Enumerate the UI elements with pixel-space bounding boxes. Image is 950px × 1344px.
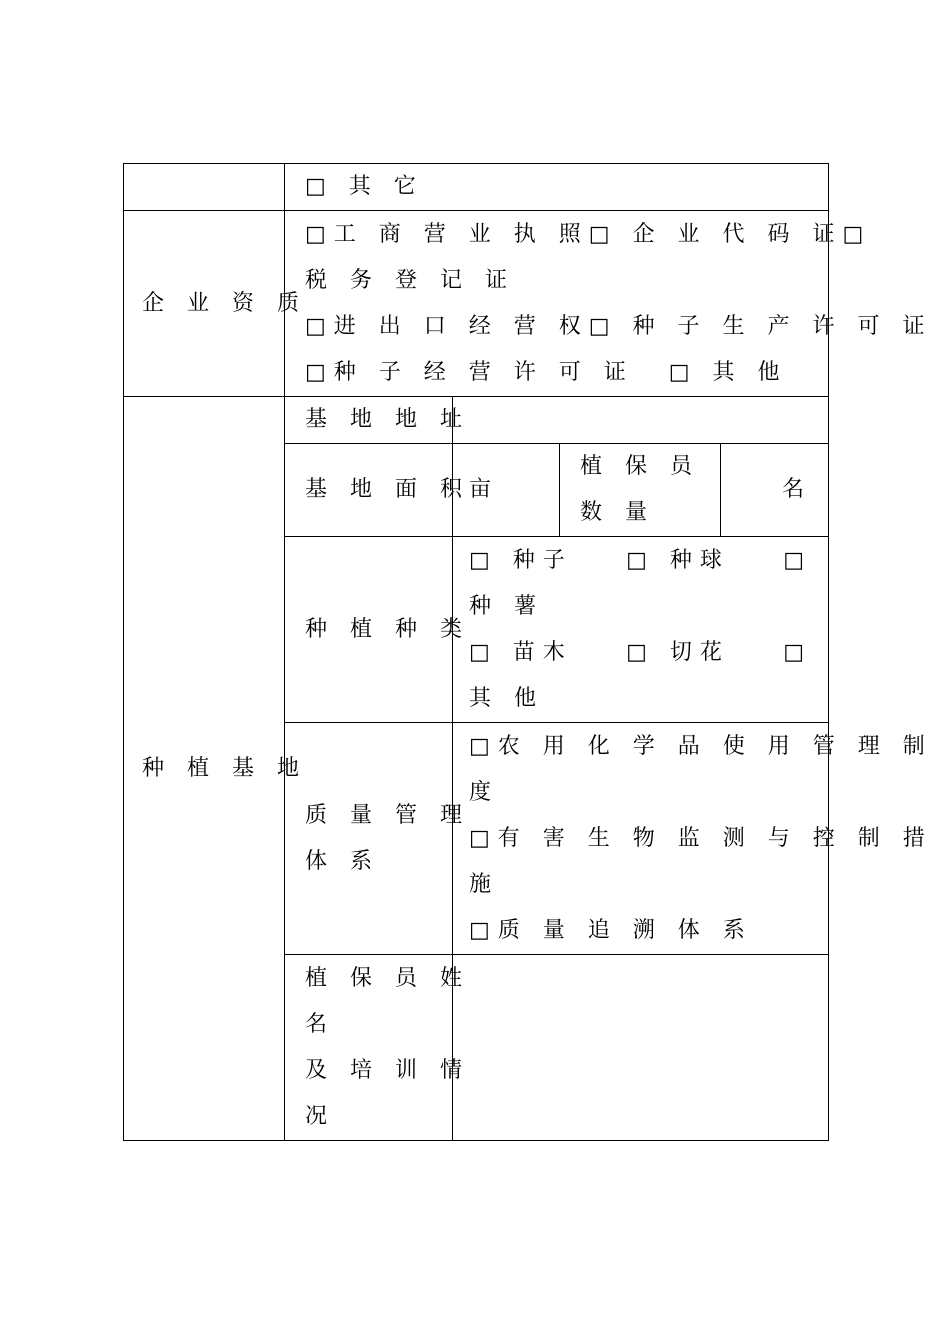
base-address-field[interactable] bbox=[453, 397, 829, 444]
quality-management-options bbox=[453, 723, 933, 955]
traceability-checkbox[interactable]: □质 量 追 溯 体 系 bbox=[469, 917, 753, 943]
base-area-field[interactable]: 亩 bbox=[453, 444, 560, 537]
staff-training-field[interactable] bbox=[453, 955, 829, 1141]
types-other-checkbox[interactable]: □ bbox=[783, 639, 813, 665]
seed-production-license-checkbox[interactable]: □ 种 子 生 产 许 可 证 bbox=[588, 313, 933, 339]
staff-training-label bbox=[285, 955, 470, 1141]
staff-label-line-1: 植 保 员 姓 bbox=[305, 965, 470, 991]
types-line-3 bbox=[469, 630, 812, 676]
planting-base-label: 种 植 基 地 bbox=[124, 397, 285, 1141]
qualification-line-3 bbox=[305, 304, 933, 350]
registration-form-table bbox=[123, 163, 933, 1141]
staff-label-line-2: 名 bbox=[305, 1011, 336, 1037]
cut-flower-checkbox[interactable]: □ 切花 bbox=[626, 639, 730, 665]
pest-monitoring-checkbox[interactable]: □有 害 生 物 监 测 与 控 制 措 bbox=[469, 825, 933, 851]
seedling-checkbox[interactable]: □ 苗木 bbox=[469, 639, 573, 665]
types-line-2: 种 薯 bbox=[469, 593, 544, 619]
tuber-checkbox[interactable]: □ bbox=[783, 547, 813, 573]
qualification-options bbox=[285, 211, 933, 397]
other-row bbox=[124, 164, 829, 211]
quality-label-line-1: 质 量 管 理 bbox=[305, 802, 470, 828]
other-checkbox[interactable]: □ 其 它 bbox=[285, 164, 829, 211]
bulb-checkbox[interactable]: □ 种球 bbox=[626, 547, 730, 573]
seed-checkbox[interactable]: □ 种子 bbox=[469, 547, 573, 573]
types-line-1 bbox=[469, 538, 812, 584]
staff-count-field[interactable]: 名 bbox=[721, 444, 829, 537]
staff-count-label-line-1: 植 保 员 bbox=[580, 454, 700, 479]
quality-line-2: 度 bbox=[469, 779, 500, 805]
types-line-4: 其 他 bbox=[469, 685, 544, 711]
import-export-checkbox[interactable]: □进 出 口 经 营 权 bbox=[305, 313, 589, 339]
staff-label-line-3: 及 培 训 情 bbox=[305, 1057, 470, 1083]
seed-business-license-checkbox[interactable]: □种 子 经 营 许 可 证 bbox=[305, 359, 634, 385]
planting-types-options bbox=[453, 537, 829, 723]
other-row-label bbox=[124, 164, 285, 211]
staff-label-line-4: 况 bbox=[305, 1103, 336, 1129]
base-address-label: 基 地 地 址 bbox=[285, 397, 453, 444]
base-address-row bbox=[124, 397, 829, 444]
tax-registration-checkbox[interactable]: □ bbox=[842, 221, 872, 247]
enterprise-code-checkbox[interactable]: □ 企 业 代 码 证 bbox=[588, 221, 843, 247]
business-license-checkbox[interactable]: □工 商 营 业 执 照 bbox=[305, 221, 589, 247]
planting-types-label: 种 植 种 类 bbox=[285, 537, 453, 723]
qualification-line-4 bbox=[305, 350, 808, 396]
qualification-line-1 bbox=[305, 212, 872, 258]
base-area-label: 基 地 面 积 bbox=[285, 444, 453, 537]
qualification-label: 企 业 资 质 bbox=[124, 211, 285, 397]
qualification-other-checkbox[interactable]: □ 其 他 bbox=[668, 359, 788, 385]
quality-management-label bbox=[285, 723, 470, 955]
qualification-line-2: 税 务 登 记 证 bbox=[305, 267, 515, 293]
staff-count-label bbox=[560, 444, 721, 537]
pesticide-policy-checkbox[interactable]: □农 用 化 学 品 使 用 管 理 制 bbox=[469, 733, 933, 759]
quality-line-4: 施 bbox=[469, 871, 500, 897]
quality-label-line-2: 体 系 bbox=[305, 848, 380, 874]
qualification-row bbox=[124, 211, 829, 397]
staff-count-label-line-2: 数 量 bbox=[580, 500, 655, 525]
